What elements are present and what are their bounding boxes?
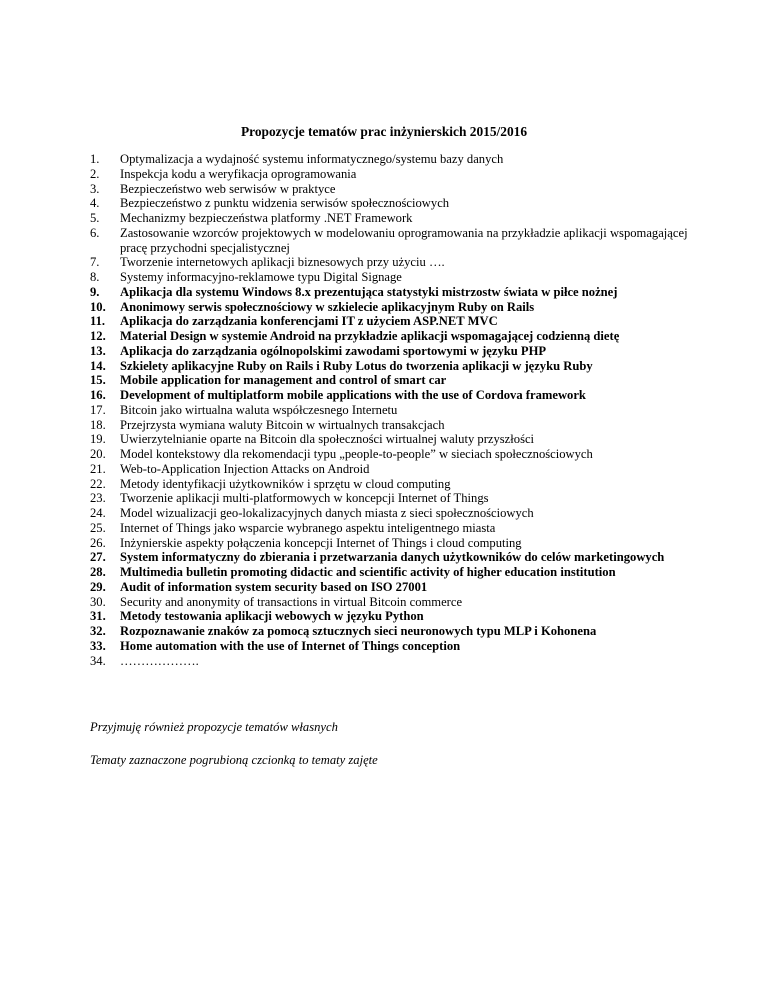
topic-number: 7. bbox=[90, 255, 100, 270]
topic-item bbox=[90, 388, 690, 403]
topic-text: Anonimowy serwis społecznościowy w szkielecie aplikacyjnym Ruby on Rails bbox=[120, 299, 535, 314]
topic-text: Multimedia bulletin promoting didactic and scientific activity of higher education institution bbox=[120, 565, 616, 579]
topic-item bbox=[90, 639, 690, 654]
topic-item bbox=[90, 329, 690, 344]
topic-text: Tworzenie aplikacji multi-platformowych w koncepcji Internet of Things bbox=[120, 491, 489, 506]
topic-number: 2. bbox=[90, 166, 100, 181]
topic-item bbox=[90, 314, 690, 329]
topic-text: Aplikacja do zarządzania konferencjami IT z użyciem ASP.NET MVC bbox=[120, 314, 498, 329]
topic-text: Aplikacja do zarządzania ogólnopolskimi zawodami sportowymi w języku PHP bbox=[120, 343, 547, 358]
topic-text: Metody identyfikacji użytkowników i sprzętu w cloud computing bbox=[120, 476, 451, 491]
topic-text: Systemy informacyjno-reklamowe typu Digital Signage bbox=[120, 270, 402, 284]
topic-number: 20. bbox=[90, 447, 106, 461]
topic-item bbox=[90, 403, 690, 418]
topic-item bbox=[90, 255, 690, 270]
topic-text: Home automation with the use of Internet of Things conception bbox=[120, 638, 461, 653]
topic-text: Web-to-Application Injection Attacks on Android bbox=[120, 461, 370, 476]
topic-number: 3. bbox=[90, 181, 100, 196]
topic-number: 14. bbox=[90, 358, 106, 373]
topic-number: 19. bbox=[90, 432, 106, 447]
topic-number: 26. bbox=[90, 535, 106, 550]
topic-text: Uwierzytelnianie oparte na Bitcoin dla społeczności wirtualnej waluty przyszłości bbox=[120, 432, 535, 447]
topic-number: 25. bbox=[90, 520, 106, 535]
topic-text: Bitcoin jako wirtualna waluta współczesnego Internetu bbox=[120, 402, 398, 417]
topic-number: 11. bbox=[90, 314, 106, 329]
topic-number: 12. bbox=[90, 329, 106, 343]
topic-text: Inspekcja kodu a weryfikacja oprogramowania bbox=[120, 166, 357, 181]
topic-number: 10. bbox=[90, 299, 106, 314]
topic-number: 5. bbox=[90, 211, 100, 225]
topic-item bbox=[90, 196, 690, 211]
topic-text: Model wizualizacji geo-lokalizacyjnych danych miasta z sieci społecznościowych bbox=[120, 506, 534, 520]
topic-item bbox=[90, 418, 690, 433]
topic-number: 16. bbox=[90, 388, 106, 402]
topic-number: 18. bbox=[90, 417, 106, 432]
topic-text: Bezpieczeństwo web serwisów w praktyce bbox=[120, 181, 336, 196]
topic-item bbox=[90, 550, 690, 565]
topic-text: Optymalizacja a wydajność systemu informatycznego/systemu bazy danych bbox=[120, 152, 504, 166]
topic-number: 1. bbox=[90, 152, 100, 166]
topic-item bbox=[90, 624, 690, 639]
topic-text: Mobile application for management and control of smart car bbox=[120, 373, 447, 388]
topic-text: System informatyczny do zbierania i przetwarzania danych użytkowników do celów marketingowych bbox=[120, 550, 665, 565]
topic-item bbox=[90, 211, 690, 226]
topic-number: 30. bbox=[90, 594, 106, 609]
topic-text: Przejrzysta wymiana waluty Bitcoin w wirtualnych transakcjach bbox=[120, 417, 445, 432]
topic-number: 27. bbox=[90, 550, 106, 565]
topic-number: 23. bbox=[90, 491, 106, 506]
topic-item bbox=[90, 580, 690, 595]
topic-text: Security and anonymity of transactions in virtual Bitcoin commerce bbox=[120, 594, 463, 609]
topic-item bbox=[90, 182, 690, 197]
topic-text: Audit of information system security based on ISO 27001 bbox=[120, 579, 428, 594]
topic-item bbox=[90, 373, 690, 388]
topic-item bbox=[90, 565, 690, 580]
topic-item bbox=[90, 491, 690, 506]
topic-number: 4. bbox=[90, 196, 100, 211]
topic-number: 32. bbox=[90, 624, 106, 638]
topic-number: 28. bbox=[90, 565, 106, 579]
topic-text: Mechanizmy bezpieczeństwa platformy .NET Framework bbox=[120, 211, 413, 225]
topic-item bbox=[90, 521, 690, 536]
topic-number: 22. bbox=[90, 476, 106, 491]
topic-item bbox=[90, 506, 690, 521]
topic-item bbox=[90, 344, 690, 359]
page-title: Propozycje tematów prac inżynierskich 2015/2016 bbox=[240, 124, 528, 139]
topic-item bbox=[90, 654, 690, 669]
topic-item bbox=[90, 152, 690, 167]
topic-item bbox=[90, 300, 690, 315]
topic-number: 17. bbox=[90, 402, 106, 417]
topic-text: Rozpoznawanie znaków za pomocą sztucznych sieci neuronowych typu MLP i Kohonena bbox=[120, 624, 597, 638]
topic-text: Material Design w systemie Android na przykładzie aplikacji wspomagającej codzienną dietę bbox=[120, 329, 620, 343]
topic-text: Tworzenie internetowych aplikacji biznesowych przy użyciu …. bbox=[120, 255, 445, 270]
topic-number: 8. bbox=[90, 270, 100, 284]
topic-number: 33. bbox=[90, 638, 106, 653]
bold-taken-note: Tematy zaznaczone pogrubioną czcionką to tematy zajęte bbox=[90, 753, 378, 767]
own-topics-note: Przyjmuję również propozycje tematów własnych bbox=[90, 720, 338, 734]
topic-text: Development of multiplatform mobile applications with the use of Cordova framework bbox=[120, 388, 586, 402]
topic-item bbox=[90, 477, 690, 492]
topic-text: Metody testowania aplikacji webowych w języku Python bbox=[120, 609, 424, 624]
topic-number: 9. bbox=[90, 284, 100, 299]
topic-item bbox=[90, 595, 690, 610]
topic-number: 24. bbox=[90, 506, 106, 520]
topic-item bbox=[90, 536, 690, 551]
topic-item bbox=[90, 167, 690, 182]
topic-text: Model kontekstowy dla rekomendacji typu „people-to-people” w sieciach społecznościowych bbox=[120, 447, 593, 461]
topic-item bbox=[90, 609, 690, 624]
topic-text: Aplikacja dla systemu Windows 8.x prezentująca statystyki mistrzostw świata w piłce nożnej bbox=[120, 284, 618, 299]
topic-item bbox=[90, 432, 690, 447]
topic-number: 15. bbox=[90, 373, 106, 388]
topic-text: Zastosowanie wzorców projektowych w modelowaniu oprogramowania na przykładzie aplikacji wspomagającej pracę przychodni specjalistycznej bbox=[120, 225, 688, 255]
topic-text: Szkielety aplikacyjne Ruby on Rails i Ruby Lotus do tworzenia aplikacji w języku Ruby bbox=[120, 358, 593, 373]
topic-number: 29. bbox=[90, 579, 106, 594]
topic-text: Inżynierskie aspekty połączenia koncepcji Internet of Things i cloud computing bbox=[120, 535, 522, 550]
topic-list bbox=[90, 152, 690, 668]
topic-text: ………………. bbox=[120, 653, 199, 668]
topic-number: 6. bbox=[90, 225, 100, 240]
topic-number: 21. bbox=[90, 461, 106, 476]
topic-number: 13. bbox=[90, 343, 106, 358]
topic-item bbox=[90, 359, 690, 374]
topic-item bbox=[90, 447, 690, 462]
topic-text: Bezpieczeństwo z punktu widzenia serwisów społecznościowych bbox=[120, 196, 450, 211]
topic-item bbox=[90, 462, 690, 477]
topic-number: 34. bbox=[90, 653, 106, 668]
topic-item bbox=[90, 285, 690, 300]
topic-item bbox=[90, 226, 690, 256]
topic-number: 31. bbox=[90, 609, 106, 624]
topic-text: Internet of Things jako wsparcie wybranego aspektu inteligentnego miasta bbox=[120, 520, 496, 535]
topic-item bbox=[90, 270, 690, 285]
